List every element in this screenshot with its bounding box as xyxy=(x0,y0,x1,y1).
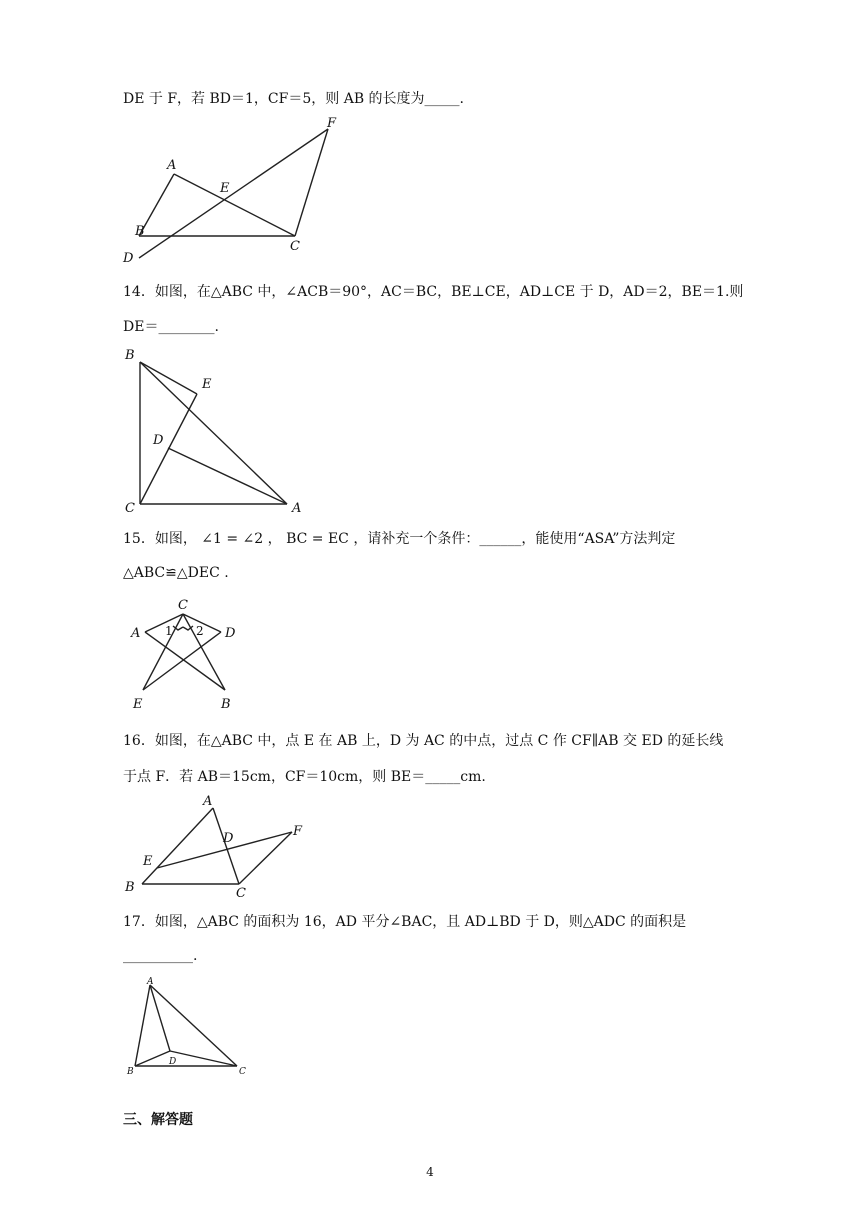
q17-text-line2: __________. xyxy=(123,948,198,964)
q17-label-c: C xyxy=(239,1067,246,1077)
q14-label-b: B xyxy=(125,348,135,363)
q14-label-c: C xyxy=(125,501,135,516)
q16-label-c: C xyxy=(236,886,246,901)
q15-label-a: A xyxy=(131,626,141,641)
q15-segment-ce xyxy=(143,614,183,690)
q15-text-line2: △ABC≌△DEC . xyxy=(123,565,229,581)
q16-text-line2: 于点 F．若 AB＝15cm，CF＝10cm，则 BE＝_____cm. xyxy=(123,769,486,785)
q15-angle2-label: 2 xyxy=(196,624,204,638)
q17-text-line1: 17．如图，△ABC 的面积为 16，AD 平分∠BAC，且 AD⊥BD 于 D，则△ADC 的面积是 xyxy=(123,914,687,930)
q15-label-e: E xyxy=(133,697,143,712)
q15-angle1-label: 1 xyxy=(165,624,173,638)
q16-label-e: E xyxy=(143,854,153,869)
q15-segment-ab xyxy=(145,632,225,690)
section-title: 三、解答题 xyxy=(123,1112,193,1128)
q17-segment-ab xyxy=(135,985,150,1066)
q13-figure xyxy=(115,112,355,272)
q15-figure xyxy=(115,594,265,716)
q17-segment-dc xyxy=(170,1051,237,1066)
q13-label-e: E xyxy=(220,181,230,196)
q16-label-b: B xyxy=(125,880,135,895)
q16-label-f: F xyxy=(293,824,303,839)
q14-text-line2: DE＝________. xyxy=(123,319,219,335)
q13-text-line1: DE 于 F，若 BD＝1，CF＝5，则 AB 的长度为_____. xyxy=(123,91,465,107)
q14-segment-da xyxy=(168,448,287,504)
q16-label-a: A xyxy=(203,794,213,809)
q15-label-b: B xyxy=(221,697,231,712)
q17-label-b: B xyxy=(127,1067,134,1077)
q14-label-e: E xyxy=(202,377,212,392)
q17-segment-bd xyxy=(135,1051,170,1066)
q14-label-a: A xyxy=(292,501,302,516)
q16-figure xyxy=(115,793,315,903)
q17-figure xyxy=(115,970,265,1080)
q15-segment-cb xyxy=(183,614,225,690)
q14-figure xyxy=(115,342,315,517)
q15-label-c: C xyxy=(178,598,188,613)
q16-segment-ac xyxy=(213,808,239,884)
q16-segment-cf xyxy=(239,832,292,884)
q13-segment-cf xyxy=(295,129,328,236)
q14-label-d: D xyxy=(153,433,164,448)
q13-label-b: B xyxy=(135,224,145,239)
page-number: 4 xyxy=(426,1165,434,1179)
q14-text-line1: 14．如图，在△ABC 中，∠ACB＝90°，AC＝BC，BE⊥CE，AD⊥CE 于 D，AD＝2，BE＝1.则 xyxy=(123,284,744,300)
q16-segment-ab xyxy=(142,808,213,884)
q13-label-d: D xyxy=(123,251,134,266)
q16-label-d: D xyxy=(223,831,234,846)
q13-label-f: F xyxy=(327,116,337,131)
q15-text-line1: 15．如图， ∠1 = ∠2 ， BC = EC ，请补充一个条件：______，能使用“ASA”方法判定 xyxy=(123,531,676,547)
q17-label-d: D xyxy=(169,1057,177,1067)
q16-text-line1: 16．如图，在△ABC 中，点 E 在 AB 上，D 为 AC 的中点，过点 C 作 CF∥AB 交 ED 的延长线 xyxy=(123,733,724,749)
q13-segment-ac xyxy=(174,174,295,236)
q13-label-c: C xyxy=(290,239,300,254)
q13-label-a: A xyxy=(167,158,177,173)
q15-label-d: D xyxy=(225,626,236,641)
q17-label-a: A xyxy=(147,977,154,987)
